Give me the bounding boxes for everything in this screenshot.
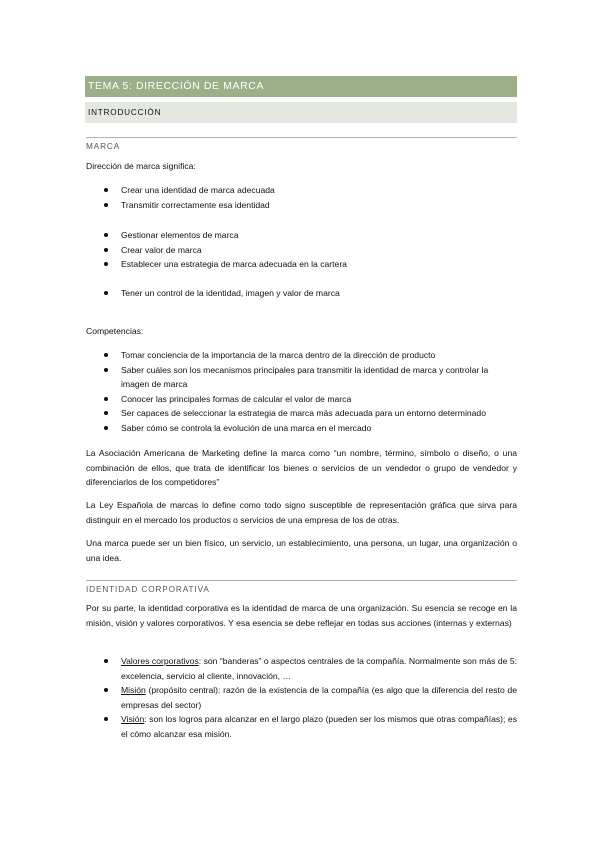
paragraph-marca-tipos: Una marca puede ser un bien físico, un servicio, un establecimiento, una persona, un lugar, una organización o una idea. [86,538,517,563]
identidad-list [86,654,517,742]
section-title-introduccion: INTRODUCCIÓN [85,102,517,123]
list-item: Ser capaces de seleccionar la estrategia de marca más adecuada para un entorno determinado [86,406,517,421]
list-item-mision [86,683,517,712]
desc-valores: : son “banderas” o aspectos centrales de la compañía. Normalmente son más de 5: excelencia, servicio al cliente, innovación, … [121,656,517,681]
marca-lead: Dirección de marca significa: [86,161,196,171]
list-item: Saber cómo se controla la evolución de una marca en el mercado [86,421,517,436]
direccion-list-3 [86,286,517,301]
subsection-heading-marca: MARCA [86,137,517,156]
direccion-list-1 [86,183,517,212]
list-item-vision [86,712,517,741]
list-item: Crear una identidad de marca adecuada [86,183,517,198]
paragraph-ama-definition: La Asociación Americana de Marketing define la marca como “un nombre, término, símbolo o diseño, o una combinación de ellos, que trata de identificar los bienes o servicios de un vendedor o grupo de vendedor y diferenciarlos de los competidores” [86,448,517,488]
chapter-title: TEMA 5: DIRECCIÓN DE MARCA [85,76,517,97]
term-vision: Visión [121,714,145,725]
list-item: Crear valor de marca [86,243,517,258]
list-item: Saber cuáles son los mecanismos principales para transmitir la identidad de marca y controlar la imagen de marca [86,363,517,392]
competencias-list [86,348,517,436]
list-item: Tener un control de la identidad, imagen y valor de marca [86,286,517,301]
list-item: Gestionar elementos de marca [86,228,517,243]
list-item-valores [86,654,517,683]
paragraph-ley-definition: La Ley Española de marcas lo define como todo signo susceptible de representación gráfica que sirva para distinguir en el mercado los productos o servicios de una empresa de los de otras. [86,500,517,525]
direccion-list-2 [86,228,517,272]
term-mision: Misión [121,685,146,696]
list-item: Transmitir correctamente esa identidad [86,198,517,213]
list-item: Tomar conciencia de la importancia de la marca dentro de la dirección de producto [86,348,517,363]
paragraph-identidad: Por su parte, la identidad corporativa es la identidad de marca de una organización. Su esencia se recoge en la misión, visión y valores corporativos. Y esa esencia se debe reflejar en todas sus acciones (internas y externas) [86,603,517,628]
term-valores: Valores corporativos [121,656,199,666]
list-item: Establecer una estrategia de marca adecuada en la cartera [86,257,517,272]
desc-vision: : son los logros para alcanzar en el largo plazo (pueden ser los mismos que otras compañías); es el cómo alcanzar esa misión. [121,714,517,739]
desc-mision: (propósito central): razón de la existencia de la compañía (es algo que la diferencia del resto de empresas del sector) [121,685,517,710]
list-item: Conocer las principales formas de calcular el valor de marca [86,392,517,407]
competencias-label: Competencias: [86,326,144,336]
subsection-heading-identidad: IDENTIDAD CORPORATIVA [86,580,517,599]
